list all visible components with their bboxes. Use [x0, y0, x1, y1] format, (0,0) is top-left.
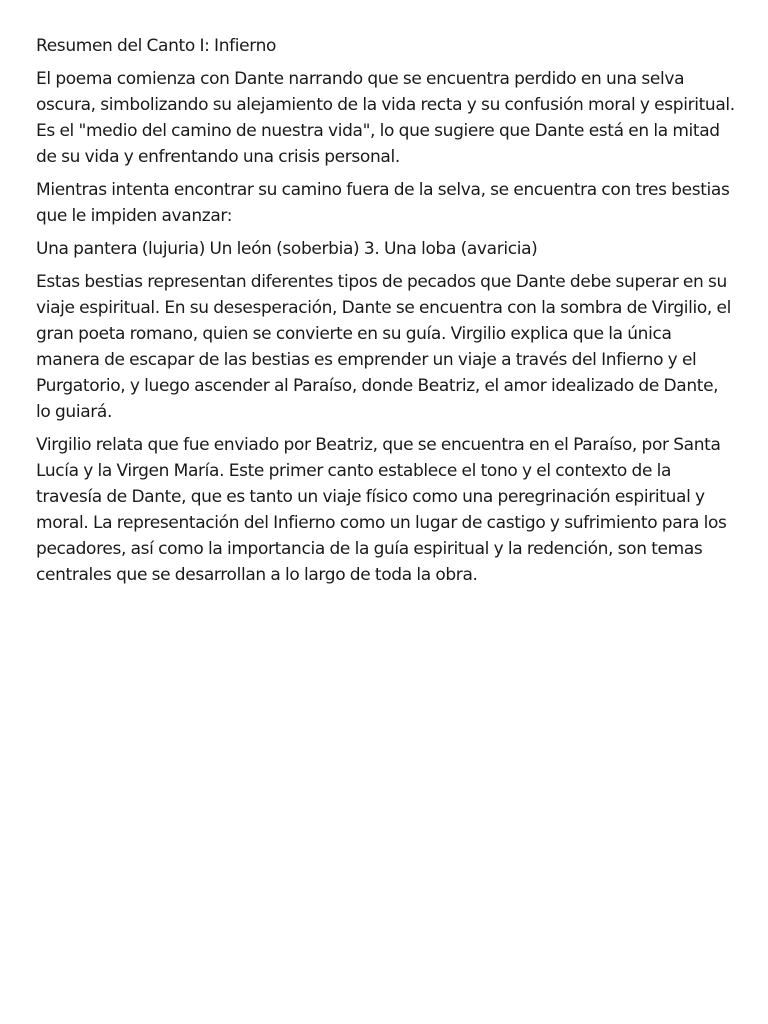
document-title: Resumen del Canto I: Infierno: [36, 36, 277, 56]
paragraph-virgil: Estas bestias representan diferentes tipos de pecados que Dante debe superar en su viaje espiritual. En su desesperación, Dante se encuentra con la sombra de Virgilio, el gran poeta romano, quien se convierte en su guía. Virgilio explica que la única manera de escapar de las bestias es emprender un viaje a través del Infierno y el Purgatorio, y luego ascender al Paraíso, donde Beatriz, el amor idealizado de Dante, lo guiará.: [36, 272, 732, 422]
paragraph-intro: El poema comienza con Dante narrando que se encuentra perdido en una selva oscura, simbolizando su alejamiento de la vida recta y su confusión moral y espiritual. Es el "medio del camino de nuestra vida", lo que sugiere que Dante está en la mitad de su vida y enfrentando una crisis personal.: [36, 69, 735, 167]
document-page: [36, 33, 736, 595]
paragraph-conclusion: Virgilio relata que fue enviado por Beatriz, que se encuentra en el Paraíso, por Santa Lucía y la Virgen María. Este primer canto establece el tono y el contexto de la travesía de Dante, que es tanto un viaje físico como una peregrinación espiritual y moral. La representación del Infierno como un lugar de castigo y sufrimiento para los pecadores, así como la importancia de la guía espiritual y la redención, son temas centrales que se desarrollan a lo largo de toda la obra.: [36, 435, 727, 585]
paragraph-beasts-intro: Mientras intenta encontrar su camino fuera de la selva, se encuentra con tres bestias que le impiden avanzar:: [36, 180, 730, 226]
paragraph-beasts-list: Una pantera (lujuria) Un león (soberbia) 3. Una loba (avaricia): [36, 239, 538, 259]
